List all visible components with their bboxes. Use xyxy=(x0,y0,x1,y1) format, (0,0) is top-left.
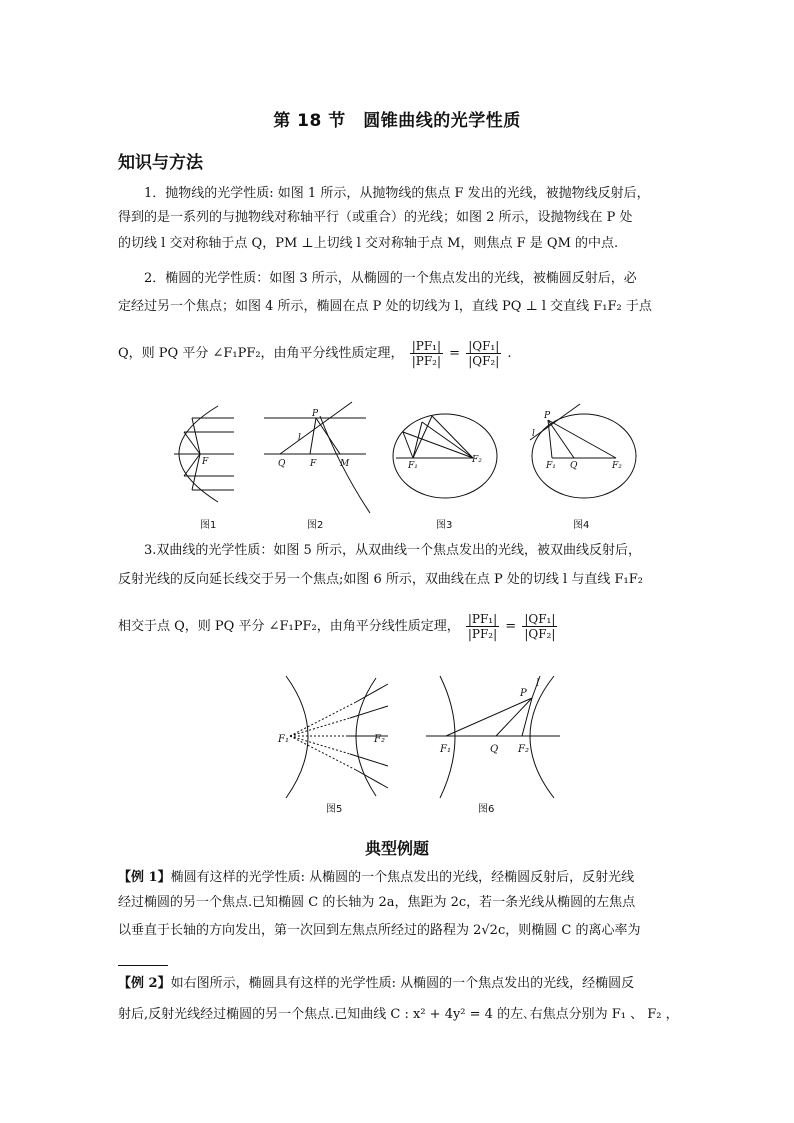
p3-frac-right-den: |QF₂| xyxy=(524,627,556,641)
p3-fraction-left xyxy=(466,612,499,641)
p3-line3-text: 相交于点 Q，则 PQ 平分 ∠F₁PF₂，由角平分线性质定理， xyxy=(118,619,460,634)
fig6-label-P: P xyxy=(520,688,527,699)
fig4-label-l: l xyxy=(532,429,535,439)
fig6-caption: 图6 xyxy=(478,804,495,815)
page-title: 第 18 节 圆锥曲线的光学性质 xyxy=(273,111,521,131)
example1-answer-blank xyxy=(118,965,168,966)
fig2-label-l: l xyxy=(298,433,301,443)
fig2-pm xyxy=(316,418,340,454)
fig2-label-P: P xyxy=(312,409,319,419)
p1-line2: 得到的是一系列的与抛物线对称轴平行（或重合）的光线；如图 2 所示，设抛物线在 P 处 xyxy=(118,210,633,225)
example1-tag: 【例 1】 xyxy=(118,870,171,885)
p3-line3 xyxy=(118,612,559,641)
figures-row2 xyxy=(270,672,560,804)
p2-equals: = xyxy=(449,346,461,361)
example1-line1 xyxy=(118,866,634,885)
fig2-pf xyxy=(310,418,316,454)
fig6-pf1 xyxy=(446,698,532,736)
p3-equals: = xyxy=(505,619,517,634)
p2-frac-right-num: |QF₁| xyxy=(468,339,500,353)
examples-heading: 典型例题 xyxy=(364,839,429,858)
p2-frac-right-den: |QF₂| xyxy=(468,354,500,368)
example2-line1 xyxy=(118,972,634,991)
figures-row1 xyxy=(160,398,650,530)
fig2-caption: 图2 xyxy=(307,520,324,531)
fig4-label-F2: F₂ xyxy=(612,461,622,471)
fig3-rays xyxy=(396,416,473,458)
p1-line1: 1．抛物线的光学性质: 如图 1 所示，从抛物线的焦点 F 发出的光线，被抛物线反射后， xyxy=(144,186,650,201)
p2-fraction-left xyxy=(410,339,443,368)
fig3-label-F1: F₁ xyxy=(408,461,418,471)
fig4-pf2 xyxy=(548,420,616,458)
p1-line3: 的切线 l 交对称轴于点 Q，PM ⊥上切线 l 交对称轴于点 M，则焦点 F 是 QM 的中点. xyxy=(118,236,619,251)
fig2-label-Q: Q xyxy=(278,459,286,469)
fig4-ellipse xyxy=(532,414,636,498)
fig1-caption: 图1 xyxy=(200,520,217,531)
p3-fraction-right xyxy=(522,612,557,641)
example2-tag: 【例 2】 xyxy=(118,976,171,991)
fig3-caption: 图3 xyxy=(436,520,453,531)
fig5-dashed-rays xyxy=(290,702,356,770)
p2-line1: 2．椭圆的光学性质：如图 3 所示，从椭圆的一个焦点发出的光线，被椭圆反射后，必 xyxy=(144,271,637,286)
fig5-left-branch xyxy=(286,676,308,798)
fig4-label-F1: F₁ xyxy=(546,461,556,471)
fig4-label-P: P xyxy=(544,411,551,421)
fig4-label-Q: Q xyxy=(570,461,578,471)
example2-text1: 如右图所示，椭圆具有这样的光学性质: 从椭圆的一个焦点发出的光线，经椭圆反 xyxy=(170,976,635,991)
p3-line1: 3.双曲线的光学性质：如图 5 所示，从双曲线一个焦点发出的光线，被双曲线反射后， xyxy=(144,543,641,558)
p2-fraction-right xyxy=(466,339,501,368)
p2-line3 xyxy=(118,339,512,368)
p3-frac-left-num: |PF₁| xyxy=(467,612,498,626)
section-heading: 知识与方法 xyxy=(118,153,203,173)
fig2-label-F: F xyxy=(310,459,317,469)
fig4-caption: 图4 xyxy=(573,520,590,531)
example2-line2: 射后,反射光线经过椭圆的另一个焦点.已知曲线 C : x² + 4y² = 4 的左､右焦点分别为 F₁ 、 F₂ ， xyxy=(118,1007,679,1022)
fig6-left-branch xyxy=(440,676,455,798)
p3-line2: 反射光线的反向延长线交于另一个焦点;如图 6 所示，双曲线在点 P 处的切线 l 与直线 F₁F₂ xyxy=(118,572,643,587)
p3-frac-left-den: |PF₂| xyxy=(467,627,498,641)
p3-frac-right-num: |QF₁| xyxy=(524,612,556,626)
fig6-label-F2: F₂ xyxy=(518,744,529,755)
fig5-right-branch xyxy=(356,678,376,796)
p2-frac-left-num: |PF₁| xyxy=(411,339,441,353)
fig3-label-F2: F₂ xyxy=(472,455,482,465)
fig6-label-F1: F₁ xyxy=(440,744,451,755)
p2-line3-text: Q，则 PQ 平分 ∠F₁PF₂，由角平分线性质定理， xyxy=(118,346,404,361)
fig6-label-l: l xyxy=(536,678,540,689)
p2-line2: 定经过另一个焦点；如图 4 所示，椭圆在点 P 处的切线为 l，直线 PQ ⊥ l 交直线 F₁F₂ 于点 xyxy=(118,299,652,314)
example1-text1: 椭圆有这样的光学性质: 从椭圆的一个焦点发出的光线，经椭圆反射后，反射光线 xyxy=(170,870,635,885)
fig5-label-F2: F₂ xyxy=(374,734,385,745)
fig2-label-M: M xyxy=(340,459,350,469)
fig5-caption: 图5 xyxy=(326,804,343,815)
p2-end: . xyxy=(507,346,512,361)
fig5-label-F1: F₁ xyxy=(278,734,289,745)
fig6-label-Q: Q xyxy=(490,744,499,755)
fig1-label-F: F xyxy=(202,457,209,467)
example1-line2: 经过椭圆的另一个焦点.已知椭圆 C 的长轴为 2a，焦距为 2c，若一条光线从椭圆的左焦点 xyxy=(118,895,636,910)
example1-line3: 以垂直于长轴的方向发出，第一次回到左焦点所经过的路程为 2√2c，则椭圆 C 的离心率为 xyxy=(118,923,641,938)
fig4-tangent-l xyxy=(530,404,580,440)
p2-frac-left-den: |PF₂| xyxy=(411,354,441,368)
